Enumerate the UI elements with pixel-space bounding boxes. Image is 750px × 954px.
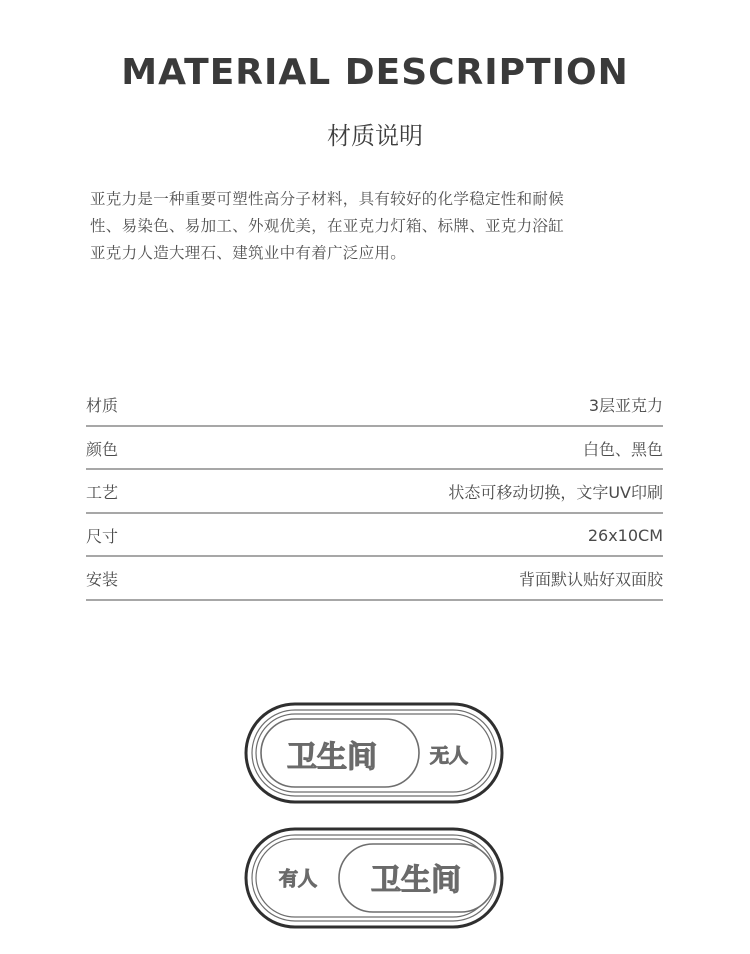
spec-row-craft xyxy=(86,470,663,514)
spec-label: 工艺 xyxy=(86,483,119,503)
spec-value: 26x10CM xyxy=(587,525,663,545)
spec-row-material xyxy=(86,383,663,427)
sign-status-text: 有人 xyxy=(278,868,318,890)
page-title-en: MATERIAL DESCRIPTION xyxy=(121,52,629,93)
spec-row-install xyxy=(86,557,663,601)
sign-main-text: 卫生间 xyxy=(287,740,377,775)
description-line: 亚克力人造大理石、建筑业中有着广泛应用。 xyxy=(90,244,407,262)
spec-label: 颜色 xyxy=(86,439,119,459)
spec-row-size xyxy=(86,514,663,558)
spec-label: 尺寸 xyxy=(86,526,119,546)
restroom-sign-occupied xyxy=(244,827,504,929)
spec-row-color xyxy=(86,427,663,471)
description-line: 性、易染色、易加工、外观优美，在亚克力灯箱、标牌、亚克力浴缸 xyxy=(90,217,565,235)
page-title-cn: 材质说明 xyxy=(327,122,423,150)
spec-value: 背面默认贴好双面胶 xyxy=(518,570,663,590)
material-description xyxy=(90,186,670,267)
spec-value: 状态可移动切换，文字UV印刷 xyxy=(448,483,663,503)
sign-main-text: 卫生间 xyxy=(371,863,461,898)
sign-graphic xyxy=(244,827,504,929)
spec-value: 3层亚克力 xyxy=(588,396,663,416)
description-line: 亚克力是一种重要可塑性高分子材料，具有较好的化学稳定性和耐候 xyxy=(90,190,565,208)
sign-graphic xyxy=(244,702,504,804)
spec-table xyxy=(86,383,663,601)
sign-status-text: 无人 xyxy=(429,745,469,767)
restroom-sign-vacant xyxy=(244,702,504,804)
spec-label: 安装 xyxy=(86,570,119,590)
spec-label: 材质 xyxy=(86,396,119,416)
spec-value: 白色、黑色 xyxy=(582,439,663,459)
